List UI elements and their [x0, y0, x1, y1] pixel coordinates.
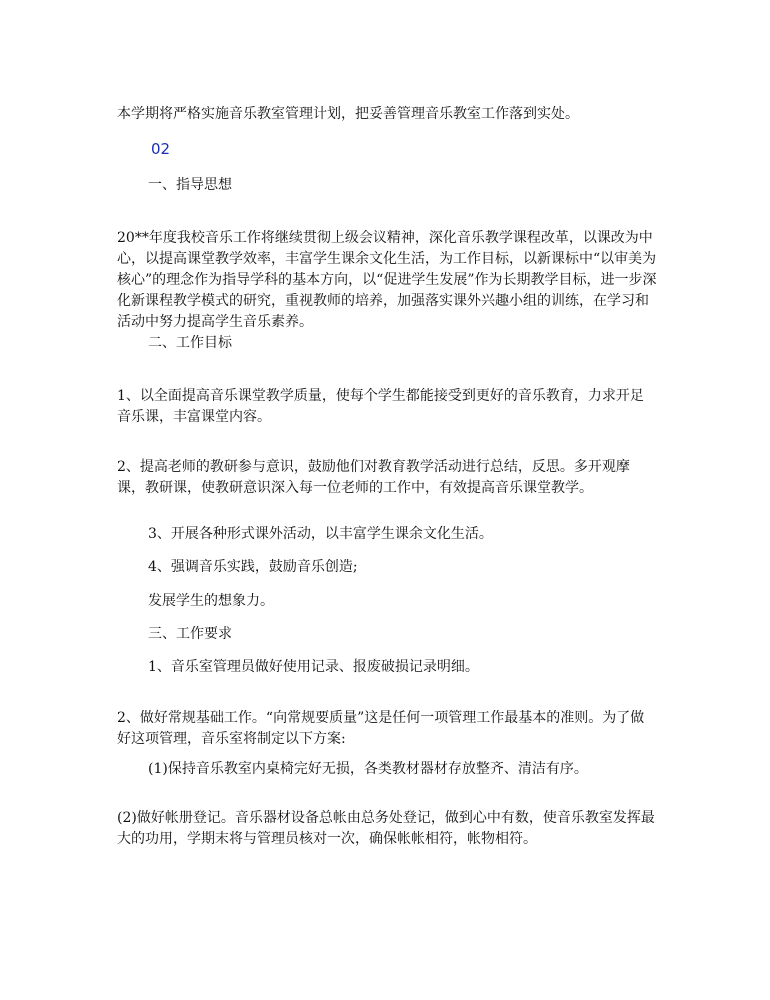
- goal-item-1: 1、以全面提高音乐课堂教学质量，使每个学生都能接受到更好的音乐教育，力求开足音乐课，丰富课堂内容。: [117, 388, 644, 425]
- section-number: 02: [151, 140, 171, 158]
- heading-work-requirements: 三、工作要求: [148, 626, 232, 642]
- requirement-subitem-1: (1)保持音乐教室内桌椅完好无损，各类教材器材存放整齐、清洁有序。: [148, 761, 588, 777]
- goal-item-4-continuation: 发展学生的想象力。: [148, 593, 274, 609]
- heading-guiding-thought: 一、指导思想: [148, 177, 232, 193]
- heading-work-goals: 二、工作目标: [148, 335, 232, 351]
- requirement-item-2: 2、做好常规基础工作。“向常规要质量”这是任何一项管理工作最基本的准则。为了做好这项管理，音乐室将制定以下方案:: [117, 710, 645, 747]
- paragraph-guiding-thought: 20**年度我校音乐工作将继续贯彻上级会议精神，深化音乐教学课程改革，以课改为中心，以提高课堂教学效率，丰富学生课余文化生活，为工作目标，以新课标中“以审美为核心”的理念作为指导学科的基本方向，以“促进学生发展”作为长期教学目标，进一步深化新课程教学模式的研究，重视教师的培养，加强落实课外兴趣小组的训练，在学习和活动中努力提高学生音乐素养。: [117, 230, 657, 330]
- requirement-subitem-2: (2)做好帐册登记。音乐器材设备总帐由总务处登记，做到心中有数，使音乐教室发挥最大的功用，学期末将与管理员核对一次，确保帐帐相符，帐物相符。: [117, 810, 655, 847]
- goal-item-3: 3、开展各种形式课外活动，以丰富学生课余文化生活。: [148, 526, 493, 542]
- intro-paragraph: 本学期将严格实施音乐教室管理计划，把妥善管理音乐教室工作落到实处。: [117, 106, 579, 122]
- goal-item-2: 2、提高老师的教研参与意识，鼓励他们对教育教学活动进行总结，反思。多开观摩课，教研课，使教研意识深入每一位老师的工作中，有效提高音乐课堂教学。: [117, 459, 630, 496]
- goal-item-4: 4、强调音乐实践，鼓励音乐创造;: [148, 559, 358, 575]
- requirement-item-1: 1、音乐室管理员做好使用记录、报废破损记录明细。: [148, 659, 479, 675]
